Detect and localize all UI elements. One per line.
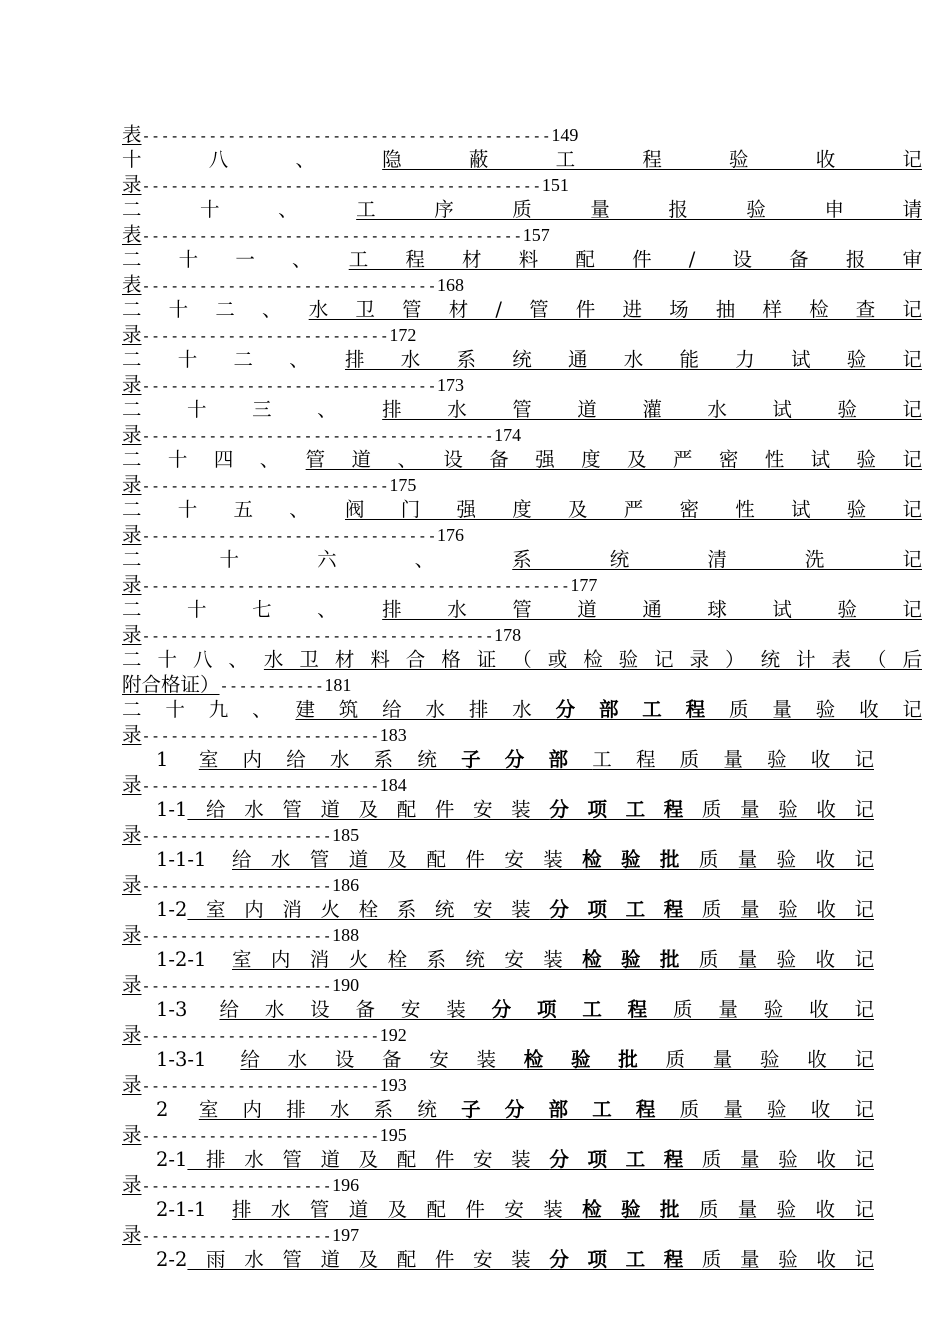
page-number: 173 bbox=[436, 375, 464, 395]
toc-entry[interactable] bbox=[122, 847, 942, 897]
toc-entry-title-part: 给水设备安装 bbox=[240, 1048, 524, 1071]
toc-entry-title: 管道、设备强度及严密性试验记 bbox=[305, 448, 922, 471]
toc-entry-title-end: 录 bbox=[122, 373, 142, 396]
toc-entry-heading bbox=[122, 1197, 874, 1222]
toc-entry-heading bbox=[122, 647, 922, 672]
dot-leader: -------------------- bbox=[141, 827, 333, 845]
toc-entry[interactable] bbox=[122, 1247, 942, 1272]
toc-entry-tail bbox=[122, 572, 942, 597]
toc-entry-heading bbox=[122, 1247, 874, 1272]
toc-entry-title-part: 检验批 bbox=[582, 1198, 699, 1221]
toc-entry-title-end: 录 bbox=[122, 1123, 142, 1146]
toc-entry-heading bbox=[122, 597, 922, 622]
toc-entry[interactable] bbox=[122, 1097, 942, 1147]
toc-entry-title-part: 检验批 bbox=[582, 848, 699, 871]
toc-entry[interactable] bbox=[122, 122, 942, 147]
page-number: 197 bbox=[332, 1225, 360, 1245]
toc-entry-tail bbox=[122, 622, 942, 647]
toc-entry-tail bbox=[122, 422, 942, 447]
toc-entry-title-part: 分部工程 bbox=[555, 698, 730, 721]
toc-entry-heading bbox=[122, 897, 874, 922]
toc-entry-title-part: 质量验收记 bbox=[673, 998, 874, 1021]
toc-entry-heading bbox=[122, 447, 922, 472]
toc-entry-title-part: 给水管道及配件安装 bbox=[232, 848, 583, 871]
toc-entry-heading bbox=[122, 947, 874, 972]
toc-entry-heading bbox=[122, 397, 922, 422]
toc-entry-tail bbox=[122, 1122, 942, 1147]
toc-entry-tail bbox=[122, 172, 942, 197]
toc-entry-title-end: 附合格证） bbox=[122, 673, 220, 696]
toc-entry-number: 二十四、 bbox=[122, 448, 306, 471]
toc-entry-title-end: 录 bbox=[122, 973, 142, 996]
page-number: 175 bbox=[389, 475, 417, 495]
toc-entry-heading bbox=[122, 747, 874, 772]
toc-entry-title-part: 质量验收记 bbox=[698, 848, 874, 871]
toc-entry-title-part: 子分部工程 bbox=[461, 1098, 680, 1121]
toc-entry-heading bbox=[122, 297, 922, 322]
toc-entry-heading bbox=[122, 847, 874, 872]
toc-entry[interactable] bbox=[122, 797, 942, 847]
toc-entry-title: 系统清洗记 bbox=[512, 548, 922, 571]
toc-entry-number: 1 bbox=[156, 748, 199, 771]
dot-leader: ----------- bbox=[219, 677, 325, 695]
toc-entry-title: 阀门强度及严密性试验记 bbox=[345, 498, 922, 521]
dot-leader: ------------------------------- bbox=[141, 527, 437, 545]
toc-entry-title-part: 质量验收记 bbox=[701, 898, 874, 921]
toc-entry[interactable] bbox=[122, 1047, 942, 1097]
toc-entry-title-part: 分项工程 bbox=[549, 1148, 702, 1171]
toc-entry-heading bbox=[122, 1097, 874, 1122]
dot-leader: ------------------------- bbox=[141, 1127, 380, 1145]
toc-entry-title: 工序质量报验申请 bbox=[356, 198, 922, 221]
toc-entry[interactable] bbox=[122, 197, 942, 247]
page-number: 186 bbox=[332, 875, 360, 895]
page-number: 149 bbox=[551, 125, 579, 145]
toc-entry-title-part: 排水管道及配件安装 bbox=[187, 1148, 550, 1171]
toc-entry-number: 二十一、 bbox=[122, 248, 349, 271]
toc-entry-number: 二十二、 bbox=[122, 298, 309, 321]
toc-entry-title-end: 录 bbox=[122, 1023, 142, 1046]
page-number: 184 bbox=[379, 775, 407, 795]
toc-entry-tail bbox=[122, 372, 942, 397]
toc-entry-heading bbox=[122, 1147, 874, 1172]
toc-entry-heading bbox=[122, 697, 922, 722]
toc-entry-tail bbox=[122, 272, 942, 297]
toc-entry-number: 1-3 bbox=[156, 998, 220, 1021]
toc-entry-title-part: 室内消火栓系统安装 bbox=[232, 948, 583, 971]
toc-entry-heading bbox=[122, 247, 922, 272]
page-number: 183 bbox=[379, 725, 407, 745]
dot-leader: -------------------- bbox=[141, 1227, 333, 1245]
toc-entry-number: 二十八、 bbox=[122, 648, 264, 671]
page-number: 196 bbox=[332, 1175, 360, 1195]
toc-entry-title-end: 表 bbox=[122, 273, 142, 296]
toc-entry-title-part: 检验批 bbox=[523, 1048, 666, 1071]
toc-entry-title-end: 录 bbox=[122, 573, 142, 596]
toc-entry-number: 1-1-1 bbox=[156, 848, 232, 871]
toc-entry[interactable] bbox=[122, 597, 942, 647]
toc-entry-title-end: 表 bbox=[122, 123, 142, 146]
dot-leader: ------------------------- bbox=[141, 777, 380, 795]
toc-entry[interactable] bbox=[122, 297, 942, 347]
toc-entry-tail bbox=[122, 672, 942, 697]
dot-leader: --------------------------------------------- bbox=[141, 577, 571, 595]
toc-entry[interactable] bbox=[122, 647, 942, 697]
page-number: 176 bbox=[436, 525, 464, 545]
toc-entry-title-end: 录 bbox=[122, 723, 142, 746]
toc-entry-heading bbox=[122, 1047, 874, 1072]
toc-entry-tail bbox=[122, 522, 942, 547]
dot-leader: -------------------- bbox=[141, 1177, 333, 1195]
toc-entry-number: 十八、 bbox=[122, 148, 383, 171]
toc-entry-title-end: 录 bbox=[122, 423, 142, 446]
toc-entry-title-end: 录 bbox=[122, 323, 142, 346]
toc-entry-title-part: 质量验收记 bbox=[698, 1198, 874, 1221]
toc-entry-title-part: 室内消火栓系统安装 bbox=[187, 898, 550, 921]
toc-entry-tail bbox=[122, 1022, 942, 1047]
toc-entry-title-end: 录 bbox=[122, 1223, 142, 1246]
dot-leader: ------------------------------------------- bbox=[141, 127, 552, 145]
page-number: 178 bbox=[494, 625, 522, 645]
toc-entry-title: 排水管道通球试验记 bbox=[382, 598, 922, 621]
dot-leader: -------------------------- bbox=[141, 327, 390, 345]
toc-entry-title-part: 给水管道及配件安装 bbox=[187, 798, 550, 821]
toc-entry-number: 二十、 bbox=[122, 198, 357, 221]
toc-entry-number: 二十七、 bbox=[122, 598, 383, 621]
toc-entry-title-part: 质量验收记 bbox=[701, 798, 874, 821]
toc-entry-number: 2-2 bbox=[156, 1248, 188, 1271]
toc-entry-title-part: 子分部 bbox=[461, 748, 593, 771]
toc-entry-tail bbox=[122, 1172, 942, 1197]
toc-entry-title-part: 质量验收记 bbox=[679, 1098, 874, 1121]
toc-entry-title-part: 给水设备安装 bbox=[219, 998, 492, 1021]
toc-entry[interactable] bbox=[122, 447, 942, 497]
toc-entry-tail bbox=[122, 872, 942, 897]
toc-entry[interactable] bbox=[122, 897, 942, 947]
toc-entry[interactable] bbox=[122, 747, 942, 797]
toc-entry-heading bbox=[122, 147, 922, 172]
page-number: 192 bbox=[379, 1025, 407, 1045]
toc-entry-heading bbox=[122, 997, 874, 1022]
dot-leader: ------------------------------------- bbox=[141, 427, 495, 445]
toc-entry-title-part: 排水管道及配件安装 bbox=[232, 1198, 583, 1221]
page-number: 151 bbox=[541, 175, 569, 195]
page-number: 193 bbox=[379, 1075, 407, 1095]
toc-entry-title: 水卫材料合格证（或检验记录）统计表（后 bbox=[263, 648, 922, 671]
page-number: 157 bbox=[522, 225, 550, 245]
toc-entry-title-part: 质量验收记 bbox=[665, 1048, 874, 1071]
toc-entry-number: 2 bbox=[156, 1098, 199, 1121]
toc-entry-number: 二十二、 bbox=[122, 348, 345, 371]
toc-entry[interactable] bbox=[122, 947, 942, 997]
page-number: 188 bbox=[332, 925, 360, 945]
toc-entry-title-end: 录 bbox=[122, 1073, 142, 1096]
dot-leader: -------------------------- bbox=[141, 477, 390, 495]
page-number: 168 bbox=[436, 275, 464, 295]
toc-entry-heading bbox=[122, 347, 922, 372]
toc-entry[interactable] bbox=[122, 397, 942, 447]
toc-entry-number: 1-2-1 bbox=[156, 948, 232, 971]
toc-entry-title-part: 分项工程 bbox=[549, 1248, 702, 1271]
toc-entry-tail bbox=[122, 922, 942, 947]
toc-entry-tail bbox=[122, 122, 942, 147]
page-number: 190 bbox=[332, 975, 360, 995]
toc-entry-heading bbox=[122, 197, 922, 222]
dot-leader: ------------------------------- bbox=[141, 277, 437, 295]
toc-entry-title-part: 质量验收记 bbox=[698, 948, 874, 971]
dot-leader: ------------------------------------------ bbox=[141, 177, 542, 195]
toc-entry-tail bbox=[122, 772, 942, 797]
toc-entry-title: 水卫管材/管件进场抽样检查记 bbox=[308, 298, 922, 321]
toc-entry-title-end: 录 bbox=[122, 1173, 142, 1196]
toc-entry-number: 2-1 bbox=[156, 1148, 188, 1171]
toc-entry-title-part: 室内给水系统 bbox=[198, 748, 462, 771]
toc-entry-number: 二十五、 bbox=[122, 498, 345, 521]
toc-entry[interactable] bbox=[122, 247, 942, 297]
dot-leader: ------------------------- bbox=[141, 727, 380, 745]
toc-entry[interactable] bbox=[122, 1147, 942, 1197]
toc-entry-title-end: 录 bbox=[122, 473, 142, 496]
toc-entry-title: 隐蔽工程验收记 bbox=[382, 148, 922, 171]
toc-entry[interactable] bbox=[122, 697, 942, 747]
toc-entry-title-part: 分项工程 bbox=[549, 898, 702, 921]
toc-entry-title-end: 录 bbox=[122, 823, 142, 846]
toc-entry-title-part: 建筑给水排水 bbox=[295, 698, 556, 721]
toc-entry-title-part: 雨水管道及配件安装 bbox=[187, 1248, 550, 1271]
page-number: 181 bbox=[324, 675, 352, 695]
toc-entry-tail bbox=[122, 322, 942, 347]
toc-entry-tail bbox=[122, 822, 942, 847]
toc-entry-title-part: 分项工程 bbox=[549, 798, 702, 821]
toc-entry-tail bbox=[122, 222, 942, 247]
toc-list bbox=[122, 122, 942, 1272]
toc-entry-heading bbox=[122, 797, 874, 822]
toc-entry-title-part: 质量验收记 bbox=[729, 698, 922, 721]
toc-entry-tail bbox=[122, 722, 942, 747]
toc-entry-title-part: 室内排水系统 bbox=[198, 1098, 462, 1121]
toc-entry-number: 二十九、 bbox=[122, 698, 296, 721]
dot-leader: -------------------- bbox=[141, 977, 333, 995]
dot-leader: -------------------- bbox=[141, 927, 333, 945]
toc-entry-number: 1-3-1 bbox=[156, 1048, 241, 1071]
toc-entry-title-end: 录 bbox=[122, 173, 142, 196]
page-number: 185 bbox=[332, 825, 360, 845]
page-number: 177 bbox=[570, 575, 598, 595]
toc-entry-title-part: 质量验收记 bbox=[701, 1248, 874, 1271]
toc-entry-title-end: 录 bbox=[122, 923, 142, 946]
toc-entry[interactable] bbox=[122, 497, 942, 547]
toc-entry[interactable] bbox=[122, 1197, 942, 1247]
dot-leader: ------------------------------------- bbox=[141, 627, 495, 645]
toc-entry-number: 2-1-1 bbox=[156, 1198, 232, 1221]
toc-entry-title-part: 工程质量验收记 bbox=[592, 748, 874, 771]
toc-entry-tail bbox=[122, 472, 942, 497]
toc-entry-number: 1-1 bbox=[156, 798, 188, 821]
toc-entry-tail bbox=[122, 1222, 942, 1247]
toc-entry[interactable] bbox=[122, 347, 942, 397]
page-number: 172 bbox=[389, 325, 417, 345]
toc-entry[interactable] bbox=[122, 147, 942, 197]
toc-entry[interactable] bbox=[122, 547, 942, 597]
toc-entry-title: 排水管道灌水试验记 bbox=[382, 398, 922, 421]
toc-entry-number: 1-2 bbox=[156, 898, 188, 921]
dot-leader: -------------------- bbox=[141, 877, 333, 895]
dot-leader: ---------------------------------------- bbox=[141, 227, 523, 245]
toc-entry-heading bbox=[122, 497, 922, 522]
toc-entry-title-part: 分项工程 bbox=[491, 998, 674, 1021]
toc-entry-title-end: 录 bbox=[122, 623, 142, 646]
toc-entry-title-end: 录 bbox=[122, 773, 142, 796]
toc-entry-tail bbox=[122, 1072, 942, 1097]
toc-entry-tail bbox=[122, 972, 942, 997]
toc-entry-number: 二十六、 bbox=[122, 548, 513, 571]
toc-entry-heading bbox=[122, 547, 922, 572]
page-number: 195 bbox=[379, 1125, 407, 1145]
dot-leader: ------------------------------- bbox=[141, 377, 437, 395]
toc-entry-title: 排水系统通水能力试验记 bbox=[345, 348, 922, 371]
page-number: 174 bbox=[494, 425, 522, 445]
dot-leader: ------------------------- bbox=[141, 1077, 380, 1095]
toc-entry-title: 工程材料配件/设备报审 bbox=[348, 248, 922, 271]
toc-entry[interactable] bbox=[122, 997, 942, 1047]
toc-entry-title-end: 录 bbox=[122, 873, 142, 896]
dot-leader: ------------------------- bbox=[141, 1027, 380, 1045]
toc-entry-title-part: 质量验收记 bbox=[701, 1148, 874, 1171]
toc-entry-title-part: 检验批 bbox=[582, 948, 699, 971]
toc-entry-number: 二十三、 bbox=[122, 398, 383, 421]
toc-entry-title-end: 表 bbox=[122, 223, 142, 246]
toc-entry-title-end: 录 bbox=[122, 523, 142, 546]
